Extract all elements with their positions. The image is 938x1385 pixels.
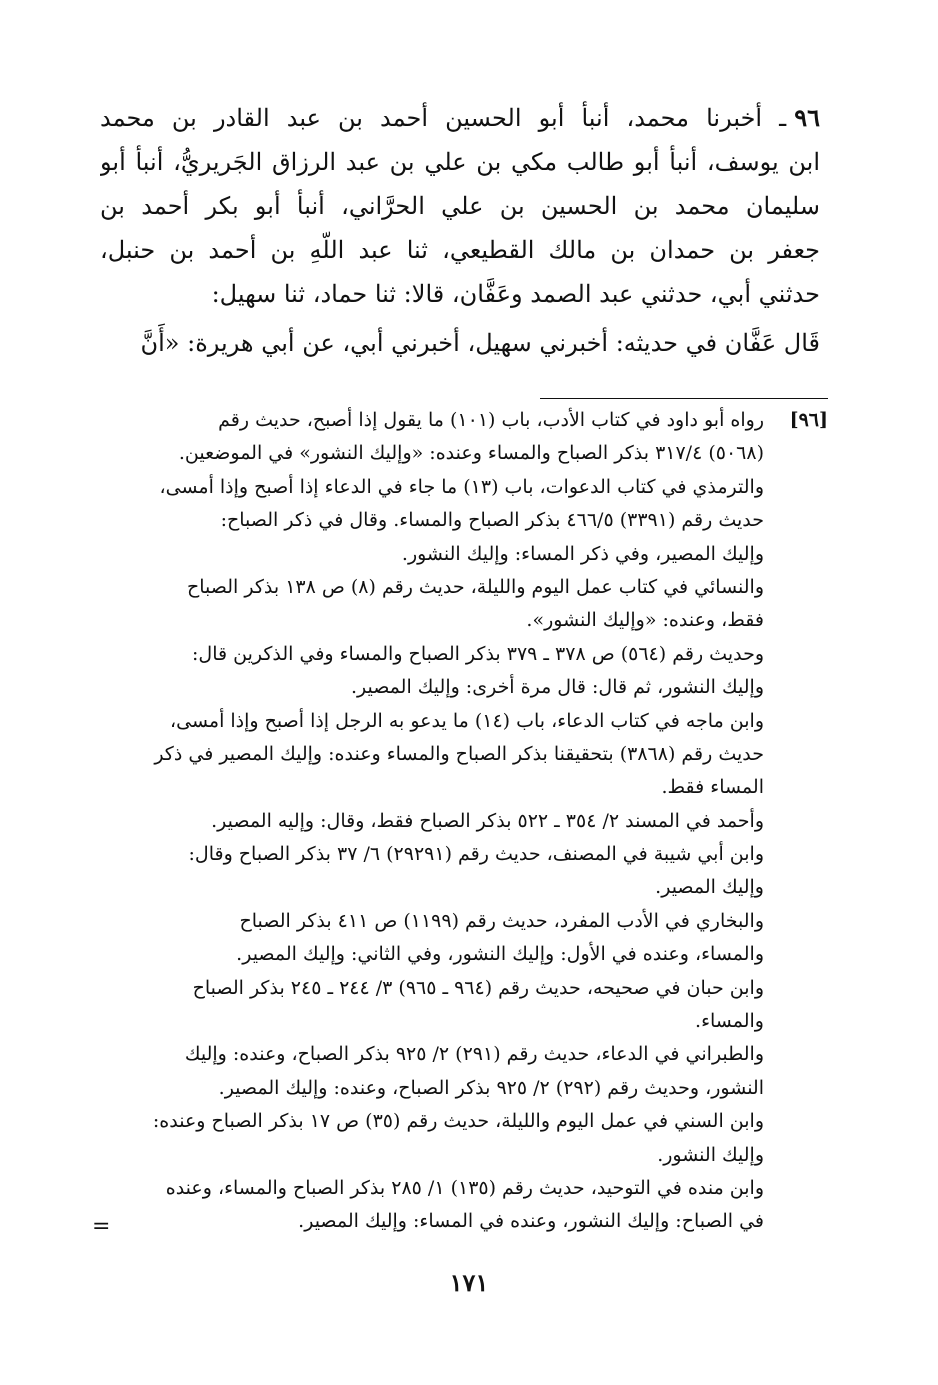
footnote-line: فقط، وعنده: «وإليك النشور». — [526, 609, 764, 632]
hadith-line — [100, 96, 820, 140]
footnote-line: والطبراني في الدعاء، حديث رقم (٢٩١) ٢/ ٩٢٥ بذكر الصباح، وعنده: وإليك — [184, 1043, 764, 1066]
hadith-line: سليمان محمد بن الحسين بن علي الحرَّاني، أنبأ أبو بكر أحمد بن — [100, 192, 820, 220]
footnote-line: والبخاري في الأدب المفرد، حديث رقم (١١٩٩) ص ٤١١ بذكر الصباح — [239, 909, 764, 932]
hadith-text — [100, 96, 820, 316]
footnote — [100, 404, 828, 1239]
footnote-line: وابن ماجه في كتاب الدعاء، باب (١٤) ما يدعو به الرجل إذا أصبح وإذا أمسى، — [169, 709, 764, 732]
footnote-line: وإليك النشور. — [657, 1143, 764, 1166]
footnote-line: النشور، وحديث رقم (٢٩٢) ٢/ ٩٢٥ بذكر الصباح، وعنده: وإليك المصير. — [218, 1076, 764, 1099]
footnote-line: حديث رقم (٣٣٩١) ٤٦٦/٥ بذكر الصباح والمساء. وقال في ذكر الصباح: — [220, 509, 764, 532]
footnote-line: (٥٠٦٨) ٣١٧/٤ بذكر الصباح والمساء وعنده: «وإليك النشور» في الموضعين. — [178, 442, 764, 465]
footnote-number: [٩٦] — [789, 409, 828, 431]
footnote-line: والترمذي في كتاب الدعوات، باب (١٣) ما جاء في الدعاء إذا أصبح وإذا أمسى، — [159, 475, 764, 498]
hadith-line-text: ـ أخبرنا محمد، أنبأ أبو الحسين أحمد بن عبد القادر بن محمد — [100, 104, 787, 132]
hadith-line: حدثني أبي، حدثني عبد الصمد وعَفَّان، قالا: ثنا حماد، ثنا سهيل: — [211, 280, 820, 308]
page-number: ١٧١ — [449, 1268, 489, 1297]
hadith-quote-line: قَال عَفَّان في حديثه: أخبرني سهيل، أخبرني أبي، عن أبي هريرة: «أَنَّ — [140, 329, 820, 357]
hadith-number: ٩٦ — [794, 103, 820, 132]
hadith-line: ابن يوسف، أنبأ أبو طالب مكي بن علي بن عبد الرزاق الجَريريُّ، أنبأ أبو — [100, 148, 820, 176]
footnote-line: حديث رقم (٣٨٦٨) بتحقيقنا بذكر الصباح والمساء وعنده: وإليك المصير في ذكر — [154, 742, 764, 765]
footnote-line: والنسائي في كتاب عمل اليوم والليلة، حديث رقم (٨) ص ١٣٨ بذكر الصباح — [187, 575, 764, 598]
footnote-line: وابن منده في التوحيد، حديث رقم (١٣٥) ١/ ٢٨٥ بذكر الصباح والمساء، وعنده — [165, 1176, 764, 1199]
footnote-line: والمساء، وعنده في الأول: وإليك النشور، وفي الثاني: وإليك المصير. — [236, 943, 764, 966]
footnote-divider — [540, 398, 828, 399]
continuation-mark: = — [92, 1214, 111, 1239]
footnote-body — [100, 404, 764, 1239]
footnote-line: رواه أبو داود في كتاب الأدب، باب (١٠١) ما يقول إذا أصبح، حديث رقم — [218, 409, 764, 431]
hadith-line: جعفر بن حمدان بن مالك القطيعي، ثنا عبد اللّهِ بن أحمد بن حنبل، — [100, 236, 820, 264]
footnote-line: في الصباح: وإليك النشور، وعنده في المساء: وإليك المصير. — [298, 1210, 764, 1233]
footnote-line: وإليك المصير، وفي ذكر المساء: وإليك النشور. — [401, 542, 764, 565]
footnote-line: وإليك المصير. — [655, 876, 764, 899]
footnote-line: وابن أبي شيبة في المصنف، حديث رقم (٢٩٢٩١) ٦/ ٣٧ بذكر الصباح وقال: — [188, 843, 764, 866]
footnote-line: وابن السني في عمل اليوم والليلة، حديث رقم (٣٥) ص ١٧ بذكر الصباح وعنده: — [152, 1110, 764, 1133]
footnote-line: وإليك النشور، ثم قال: قال مرة أخرى: وإليك المصير. — [350, 676, 764, 699]
footnote-line: وابن حبان في صحيحه، حديث رقم (٩٦٤ ـ ٩٦٥) ٣/ ٢٤٤ ـ ٢٤٥ بذكر الصباح — [192, 976, 764, 999]
footnote-line: والمساء. — [695, 1010, 764, 1033]
footnote-line: وحديث رقم (٥٦٤) ص ٣٧٨ ـ ٣٧٩ بذكر الصباح والمساء وفي الذكرين قال: — [192, 642, 764, 665]
footnote-line: المساء فقط. — [661, 776, 764, 799]
footnote-line: وأحمد في المسند ٢/ ٣٥٤ ـ ٥٢٢ بذكر الصباح فقط، وقال: وإليه المصير. — [211, 809, 764, 832]
